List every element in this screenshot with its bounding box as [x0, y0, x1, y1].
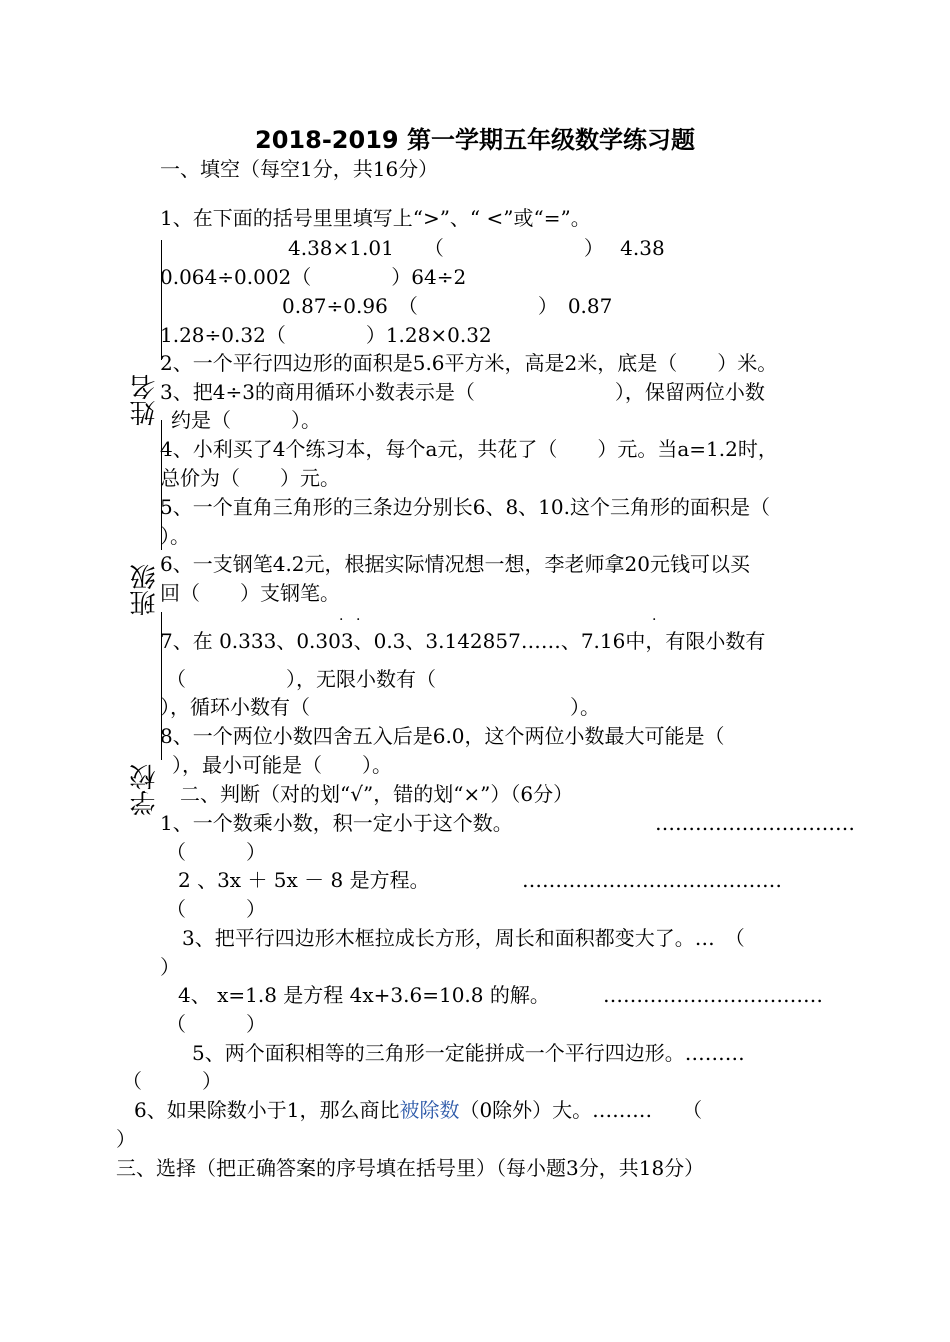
q1-text: 1、在下面的括号里里填写上“>”、“ <”或“=”。 [160, 206, 591, 230]
repeat-dot: · [356, 612, 361, 628]
judge-1-dots: ………………………… [655, 811, 855, 835]
q5-line-2: ）。 [160, 524, 190, 548]
judge-1-paren: （ ） [166, 840, 266, 864]
q4-line-2: 总价为（ ）元。 [160, 466, 340, 490]
dividend-link[interactable]: 被除数 [399, 1098, 460, 1122]
judge-4-paren: （ ） [166, 1012, 266, 1036]
judge-6-text-after: （0除外）大。……… （ [459, 1098, 703, 1122]
judge-5-paren: （ ） [122, 1069, 222, 1093]
judge-3-text: 3、把平行四边形木框拉成长方形，周长和面积都变大了。… （ [182, 926, 745, 950]
q7-line-1: 7、在 0.333、0.303、0.3、3.142857……、7.16中，有限小数有 [160, 629, 766, 653]
section3-heading: 三、选择（把正确答案的序号填在括号里）（每小题3分，共18分） [116, 1156, 705, 1180]
q1-item-2: 0.064÷0.002（ ）64÷2 [160, 265, 467, 289]
repeat-dot: · [652, 612, 657, 628]
q8-line-2: ），最小可能是（ ）。 [172, 753, 392, 777]
q6-line-2: 回（ ）支钢笔。 [160, 581, 340, 605]
judge-6-text-before: 6、如果除数小于1，那么商比 [134, 1098, 400, 1122]
judge-5-text: 5、两个面积相等的三角形一定能拼成一个平行四边形。……… [192, 1041, 745, 1065]
q1-item-4: 1.28÷0.32（ ）1.28×0.32 [160, 323, 492, 347]
judge-6-paren: ） [116, 1127, 136, 1151]
repeat-dot: · [339, 612, 344, 628]
q3-line-2: 约是（ ）。 [171, 408, 321, 432]
q8-line-1: 8、一个两位小数四舍五入后是6.0，这个两位小数最大可能是（ [160, 724, 725, 748]
section2-heading: 二、判断（对的划“√”，错的划“×”）（6分） [180, 782, 574, 806]
section1-heading: 一、填空（每空1分，共16分） [160, 157, 439, 181]
q6-line-1: 6、一支钢笔4.2元，根据实际情况想一想，李老师拿20元钱可以买 [160, 552, 750, 576]
judge-3-paren: ） [160, 955, 180, 979]
judge-4-text: 4、 x=1.8 是方程 4x+3.6=10.8 的解。 [178, 983, 550, 1007]
judge-4-dots: …………………………… [603, 983, 823, 1007]
judge-6-text [134, 1096, 702, 1124]
q3-line-1: 3、把4÷3的商用循环小数表示是（ ），保留两位小数 [160, 380, 765, 404]
q2-text: 2、一个平行四边形的面积是5.6平方米，高是2米，底是（ ）米。 [160, 351, 778, 375]
name-label: 姓名 [130, 374, 160, 426]
school-label: 学校 [130, 764, 160, 816]
binding-margin [60, 0, 160, 1342]
class-label: 班级 [130, 564, 160, 616]
judge-2-paren: （ ） [166, 897, 266, 921]
page-title: 2018-2019 第一学期五年级数学练习题 [255, 126, 695, 154]
q4-line-1: 4、小利买了4个练习本，每个a元，共花了（ ）元。当a=1.2时， [160, 437, 778, 461]
judge-1-text: 1、一个数乘小数，积一定小于这个数。 [160, 811, 513, 835]
q7-line-2: （ ），无限小数有（ [166, 667, 436, 691]
q1-item-3: 0.87÷0.96 （ ） 0.87 [282, 294, 613, 318]
q7-line-3: ），循环小数有（ ）。 [160, 695, 600, 719]
q5-line-1: 5、一个直角三角形的三条边分别长6、8、10.这个三角形的面积是（ [160, 495, 770, 519]
q1-item-1: 4.38×1.01 （ ） 4.38 [288, 236, 665, 260]
judge-2-text: 2 、3x ＋ 5x － 8 是方程。 [178, 868, 430, 892]
judge-2-dots: ………………………………… [522, 868, 782, 892]
